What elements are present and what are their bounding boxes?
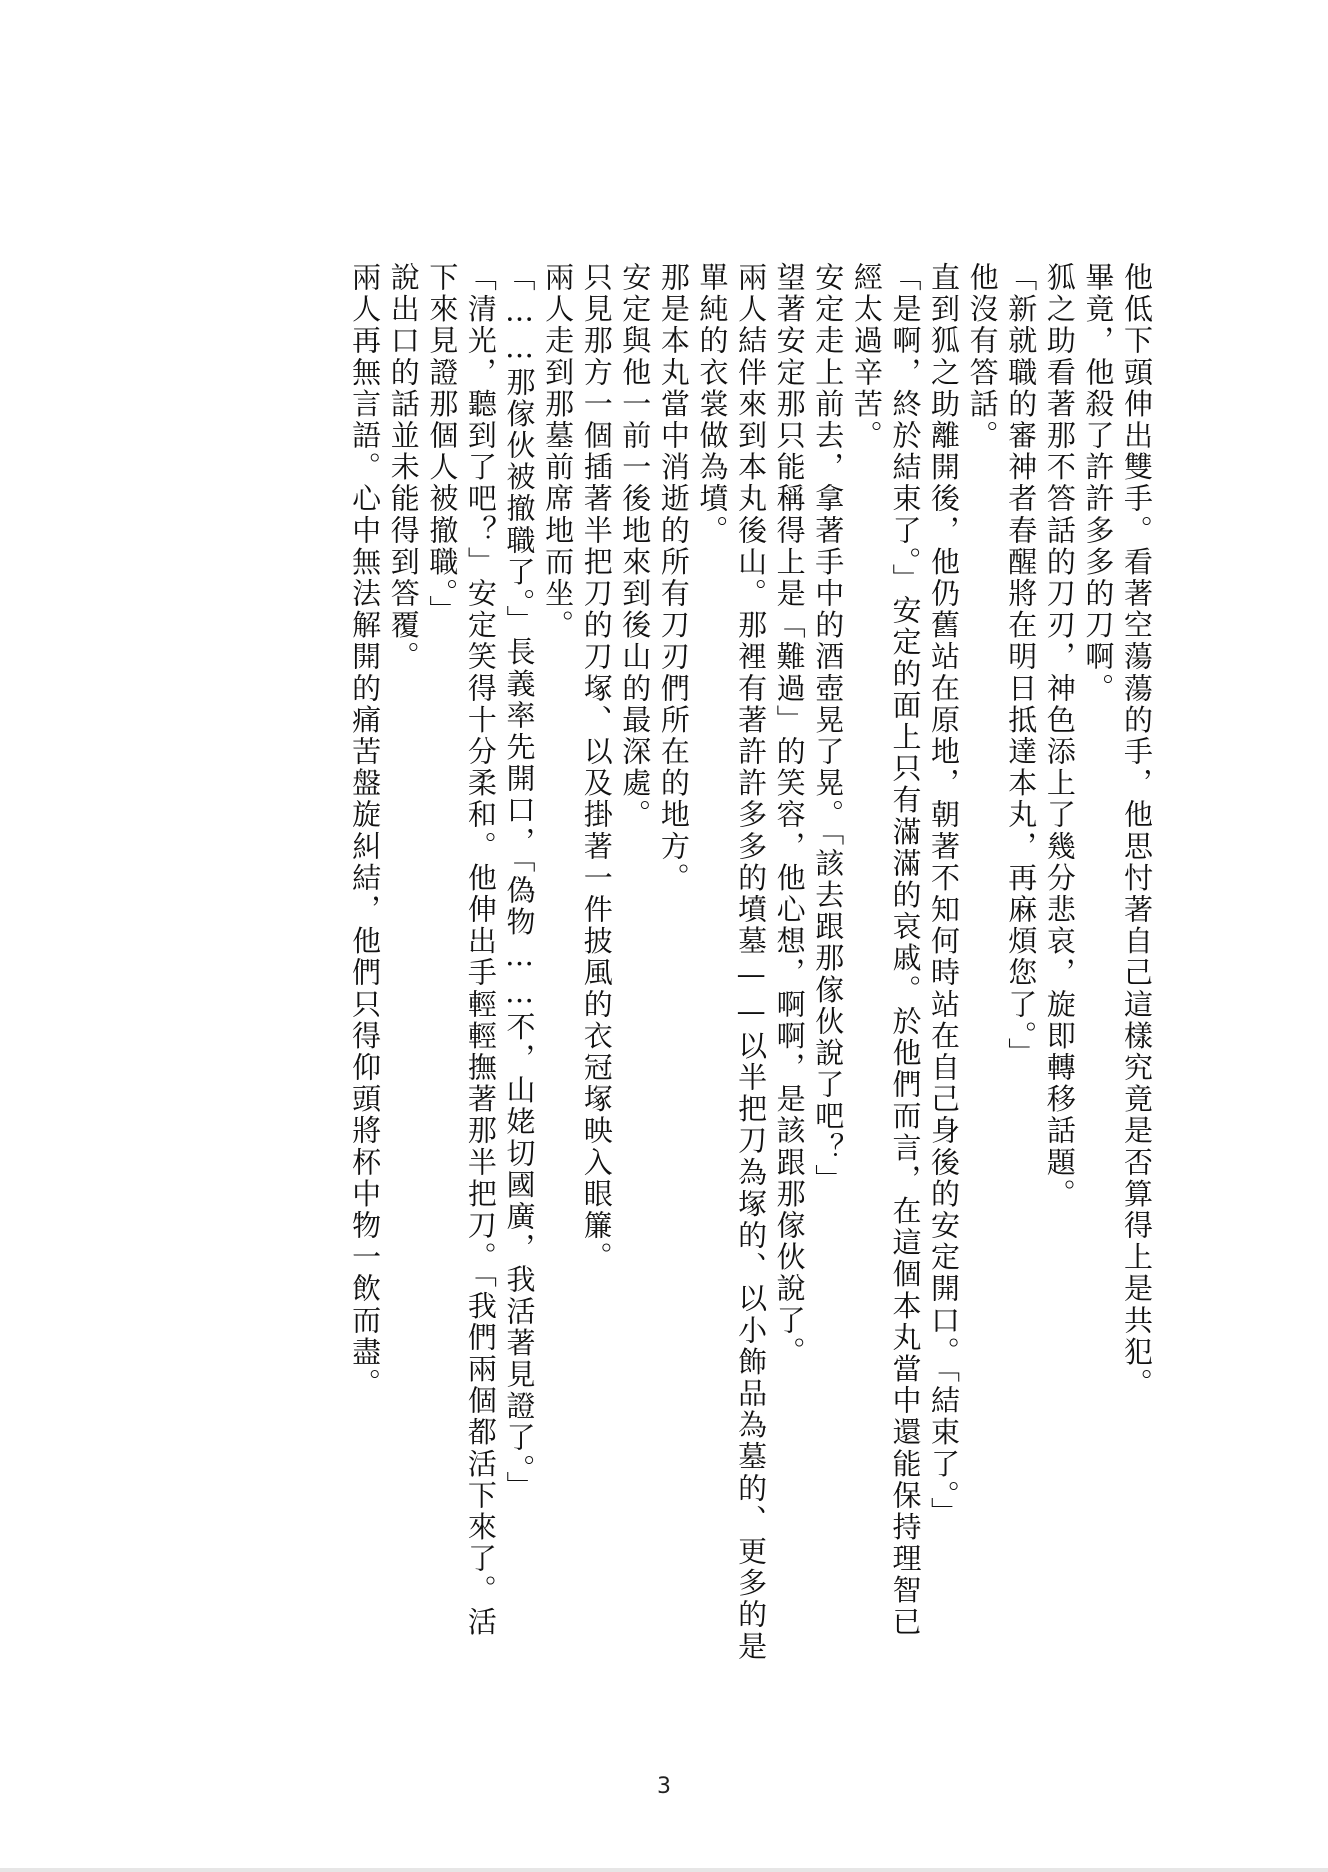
text-line: 「清光，聽到了吧？」安定笑得十分柔和。他伸出手輕輕撫著那半把刀。「我們兩個都活下來了。活 [463, 262, 498, 1638]
text-line: 他低下頭伸出雙手。看著空蕩蕩的手，他思忖著自己這樣究竟是否算得上是共犯。 [1120, 262, 1154, 1400]
text-line: 安定與他一前一後地來到後山的最深處。 [618, 262, 653, 831]
text-line: 「……那傢伙被撤職了。」長義率先開口，「偽物……不，山姥切國廣，我活著見證了。」 [502, 262, 537, 1503]
text-line: 經太過辛苦。 [849, 262, 884, 452]
text-line: 說出口的話並未能得到答覆。 [386, 262, 421, 673]
text-line: 狐之助看著那不答話的刀刃，神色添上了幾分悲哀，旋即轉移話題。 [1042, 262, 1077, 1210]
text-line: 「新就職的審神者春醒將在明日抵達本丸，再麻煩您了。」 [1004, 262, 1039, 1070]
text-line: 他沒有答話。 [965, 262, 1000, 452]
text-line: 單純的衣裳做為墳。 [695, 262, 730, 547]
page-number: 3 [657, 1774, 671, 1799]
bottom-divider [0, 1868, 1328, 1872]
text-line: 兩人再無言語。心中無法解開的痛苦盤旋糾結，他們只得仰頭將杯中物一飲而盡。 [348, 262, 383, 1400]
text-line: 望著安定那只能稱得上是「難過」的笑容，他心想，啊啊，是該跟那傢伙說了。 [772, 262, 807, 1368]
text-line: 安定走上前去，拿著手中的酒壺晃了晃。「該去跟那傢伙說了吧？」 [811, 262, 846, 1196]
text-line: 「是啊，終於結束了。」安定的面上只有滿滿的哀戚。於他們而言，在這個本丸當中還能保持理智已 [888, 262, 923, 1638]
text-line: 那是本丸當中消逝的所有刀刃們所在的地方。 [656, 262, 691, 894]
text-line: 畢竟，他殺了許許多多的刀啊。 [1081, 262, 1116, 705]
text-line: 只見那方一個插著半把刀的刀塚、以及掛著一件披風的衣冠塚映入眼簾。 [579, 262, 614, 1274]
vertical-text-body [346, 262, 1156, 1692]
text-line: 兩人結伴來到本丸後山。那裡有著許許多多的墳墓——以半把刀為塚的、以小飾品為墓的、更多的是 [734, 262, 769, 1663]
text-line: 下來見證那個人被撤職。」 [425, 262, 460, 627]
text-line: 兩人走到那墓前席地而坐。 [541, 262, 576, 642]
text-line: 直到狐之助離開後，他仍舊站在原地，朝著不知何時站在自己身後的安定開口。「結束了。」 [927, 262, 962, 1529]
